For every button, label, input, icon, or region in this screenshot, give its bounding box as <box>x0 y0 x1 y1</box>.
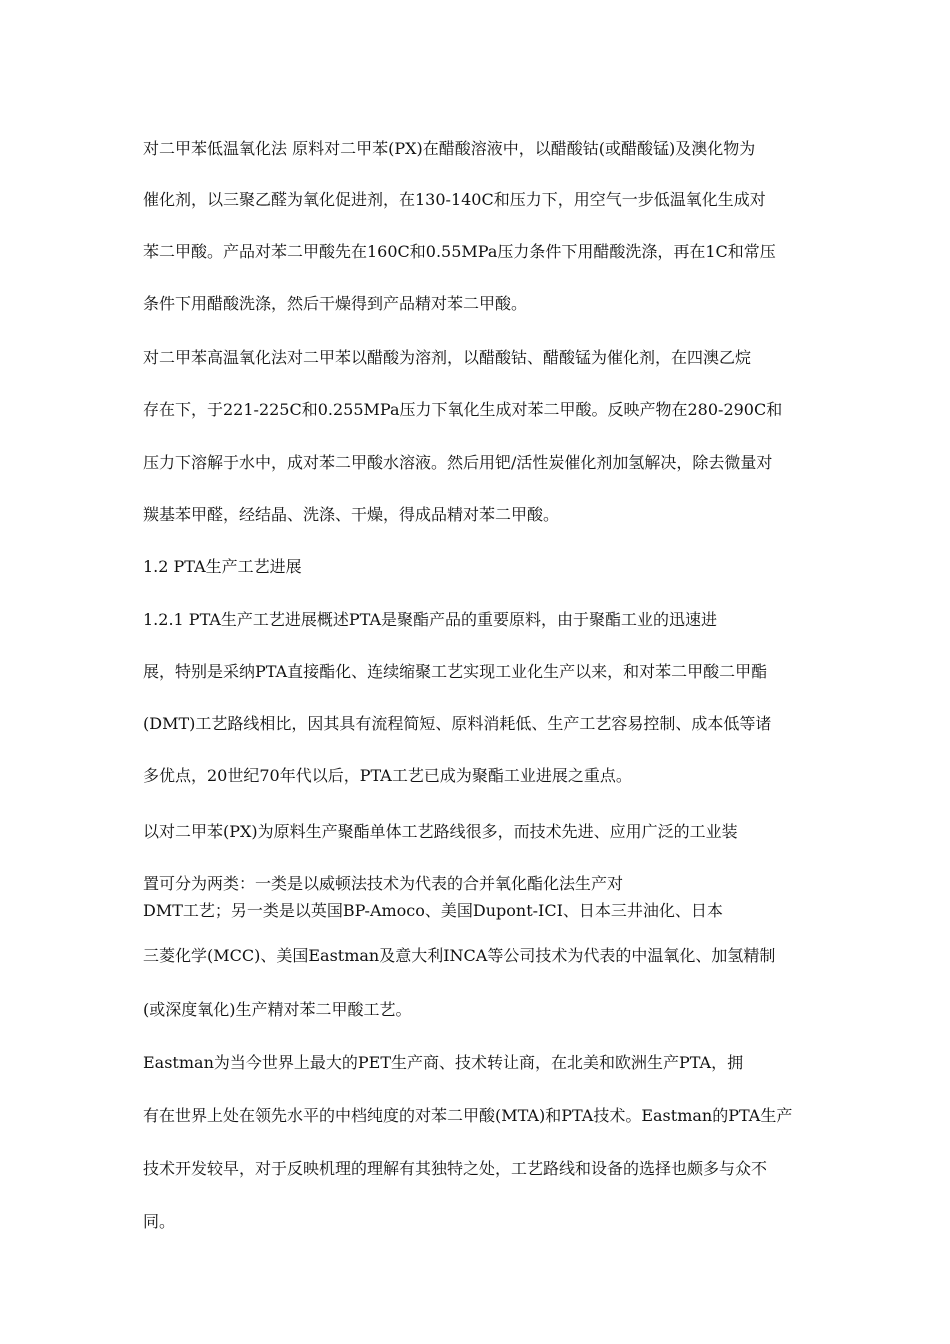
section-heading: 1.2 PTA生产工艺进展 <box>143 557 302 576</box>
paragraph-5-line-2: 有在世界上处在领先水平的中档纯度的对苯二甲酸(MTA)和PTA技术。Eastman的PTA生产 <box>143 1106 793 1125</box>
paragraph-4-line-3: DMT工艺；另一类是以英国BP-Amoco、美国Dupont-ICI、日本三井油化、日本 <box>143 901 723 920</box>
paragraph-2-line-1: 对二甲苯高温氧化法对二甲苯以醋酸为溶剂，以醋酸钴、醋酸锰为催化剂，在四澳乙烷 <box>143 348 752 367</box>
paragraph-4-line-2: 置可分为两类：一类是以威顿法技术为代表的合并氧化酯化法生产对 <box>143 874 624 893</box>
paragraph-5-line-1: Eastman为当今世界上最大的PET生产商、技术转让商，在北美和欧洲生产PTA，拥 <box>143 1053 744 1072</box>
paragraph-5-line-3: 技术开发较早，对于反映机理的理解有其独特之处，工艺路线和设备的选择也颇多与众不 <box>143 1159 768 1178</box>
paragraph-4-line-4: 三菱化学(MCC)、美国Eastman及意大利INCA等公司技术为代表的中温氧化、加氢精制 <box>143 946 776 965</box>
paragraph-3-line-2: 展，特别是采纳PTA直接酯化、连续缩聚工艺实现工业化生产以来，和对苯二甲酸二甲酯 <box>143 662 768 681</box>
paragraph-4-line-5: (或深度氧化)生产精对苯二甲酸工艺。 <box>143 1000 412 1019</box>
paragraph-1-line-2: 催化剂，以三聚乙醛为氧化促进剂，在130-140C和压力下，用空气一步低温氧化生成对 <box>143 190 766 209</box>
paragraph-1-line-4: 条件下用醋酸洗涤，然后干燥得到产品精对苯二甲酸。 <box>143 294 528 313</box>
paragraph-5-line-4: 同。 <box>143 1212 176 1231</box>
paragraph-4-line-1: 以对二甲苯(PX)为原料生产聚酯单体工艺路线很多，而技术先进、应用广泛的工业装 <box>143 822 738 841</box>
paragraph-2-line-2: 存在下，于221-225C和0.255MPa压力下氧化生成对苯二甲酸。反映产物在280-290C和 <box>143 400 783 419</box>
paragraph-3-line-3: (DMT)工艺路线相比，因其具有流程简短、原料消耗低、生产工艺容易控制、成本低等诸 <box>143 714 772 733</box>
paragraph-3-line-4: 多优点，20世纪70年代以后，PTA工艺已成为聚酯工业进展之重点。 <box>143 766 632 785</box>
paragraph-1-line-3: 苯二甲酸。产品对苯二甲酸先在160C和0.55MPa压力条件下用醋酸洗涤，再在1C和常压 <box>143 242 776 261</box>
paragraph-2-line-3: 压力下溶解于水中，成对苯二甲酸水溶液。然后用钯/活性炭催化剂加氢解决，除去微量对 <box>143 453 773 472</box>
paragraph-3-line-1: 1.2.1 PTA生产工艺进展概述PTA是聚酯产品的重要原料，由于聚酯工业的迅速进 <box>143 610 718 629</box>
paragraph-1-line-1: 对二甲苯低温氧化法 原料对二甲苯(PX)在醋酸溶液中，以醋酸钴(或醋酸锰)及澳化物为 <box>143 139 756 158</box>
paragraph-2-line-4: 羰基苯甲醛，经结晶、洗涤、干燥，得成品精对苯二甲酸。 <box>143 505 560 524</box>
